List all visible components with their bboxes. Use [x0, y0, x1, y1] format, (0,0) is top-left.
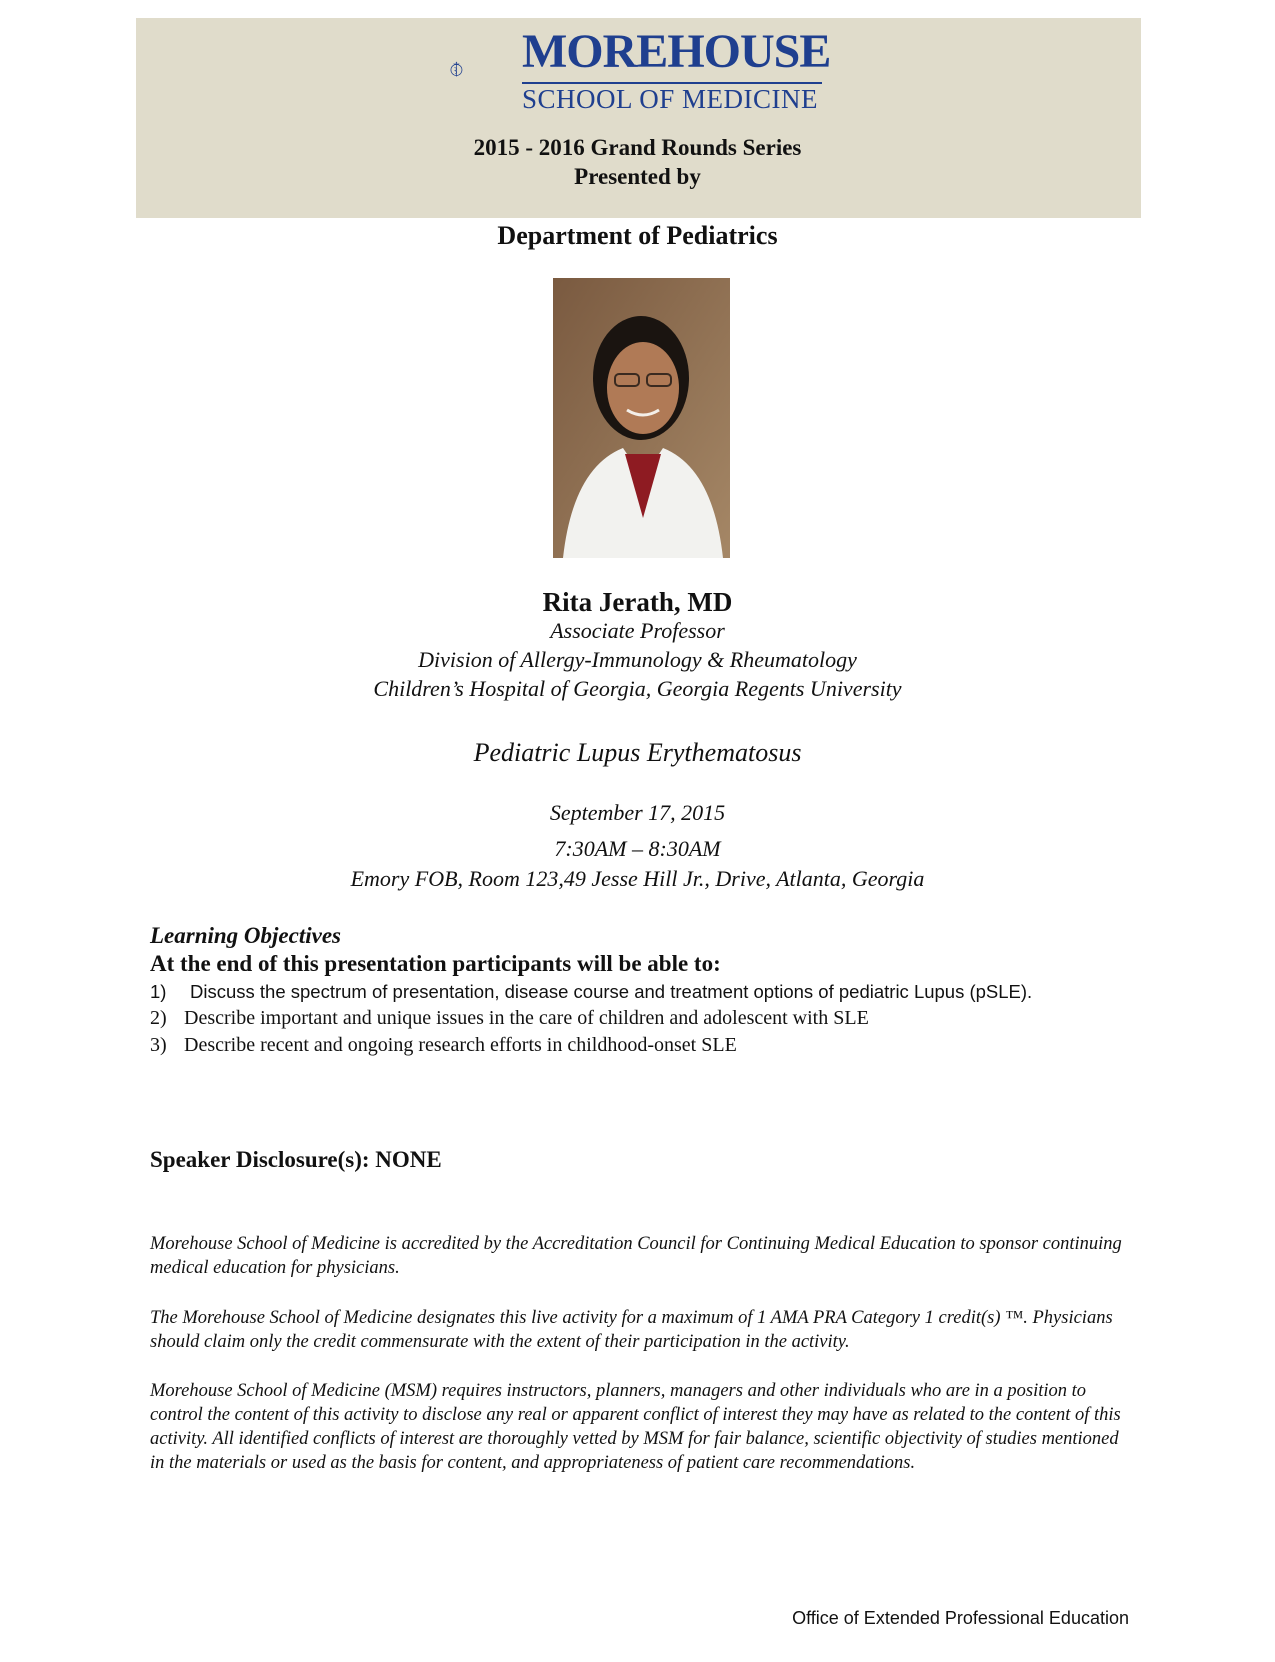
accreditation-statement: Morehouse School of Medicine is accredited by the Accreditation Council for Continuing Medical Education to sponsor continuing medical education for physicians. — [150, 1234, 1122, 1278]
series-title: 2015 - 2016 Grand Rounds Series — [473, 135, 802, 160]
speaker-name: Rita Jerath, MD — [542, 587, 733, 617]
department-title: Department of Pediatrics — [497, 221, 778, 250]
objective-item — [150, 1032, 1130, 1059]
objective-number: 1) — [150, 981, 167, 1002]
event-date: September 17, 2015 — [549, 800, 726, 825]
objectives-heading: Learning Objectives — [150, 923, 341, 948]
caduceus-logo-icon — [450, 26, 520, 112]
event-location: Emory FOB, Room 123,49 Jesse Hill Jr., Drive, Atlanta, Georgia — [350, 866, 925, 891]
speaker-title: Associate Professor — [550, 618, 725, 643]
footer-office: Office of Extended Professional Education — [792, 1608, 1129, 1628]
credit-designation-statement: The Morehouse School of Medicine designates this live activity for a maximum of 1 AMA PRA Category 1 credit(s) ™. Physicians should claim only the credit commensurate with the extent of their participation in the activity. — [150, 1308, 1113, 1352]
presented-by: Presented by — [574, 164, 701, 189]
speaker-institution: Children’s Hospital of Georgia, Georgia Regents University — [373, 676, 902, 701]
logo-wordmark-line1: MOREHOUSE — [522, 25, 831, 78]
conflict-of-interest-statement: Morehouse School of Medicine (MSM) requires instructors, planners, managers and other individuals who are in a position to control the content of this activity to disclose any real or apparent conflict of interest they may have as related to the content of this activity. All identified conflicts of interest are thoroughly vetted by MSM for fair balance, scientific objectivity of studies mentioned in the materials or used as the basis for content, and appropriateness of patient care recommendations. — [150, 1381, 1121, 1473]
objective-number: 3) — [150, 1034, 167, 1056]
objective-text: Describe important and unique issues in the care of children and adolescent with SLE — [184, 1007, 869, 1029]
logo-underline — [522, 80, 822, 86]
learning-objectives — [150, 922, 1130, 1059]
objectives-intro: At the end of this presentation participants will be able to: — [150, 951, 721, 976]
logo-wordmark-line2: SCHOOL OF MEDICINE — [522, 84, 819, 114]
objective-item — [150, 1005, 1130, 1032]
event-time: 7:30AM – 8:30AM — [554, 836, 721, 861]
speaker-division: Division of Allergy-Immunology & Rheumatology — [418, 647, 857, 672]
objective-text: Describe recent and ongoing research efforts in childhood-onset SLE — [184, 1034, 737, 1056]
objective-item — [150, 978, 1130, 1005]
talk-title: Pediatric Lupus Erythematosus — [473, 738, 802, 767]
speaker-photo — [553, 278, 730, 558]
objective-text: Discuss the spectrum of presentation, disease course and treatment options of pediatric Lupus (pSLE). — [190, 981, 1033, 1002]
objective-number: 2) — [150, 1007, 167, 1029]
speaker-disclosure: Speaker Disclosure(s): NONE — [150, 1147, 442, 1172]
